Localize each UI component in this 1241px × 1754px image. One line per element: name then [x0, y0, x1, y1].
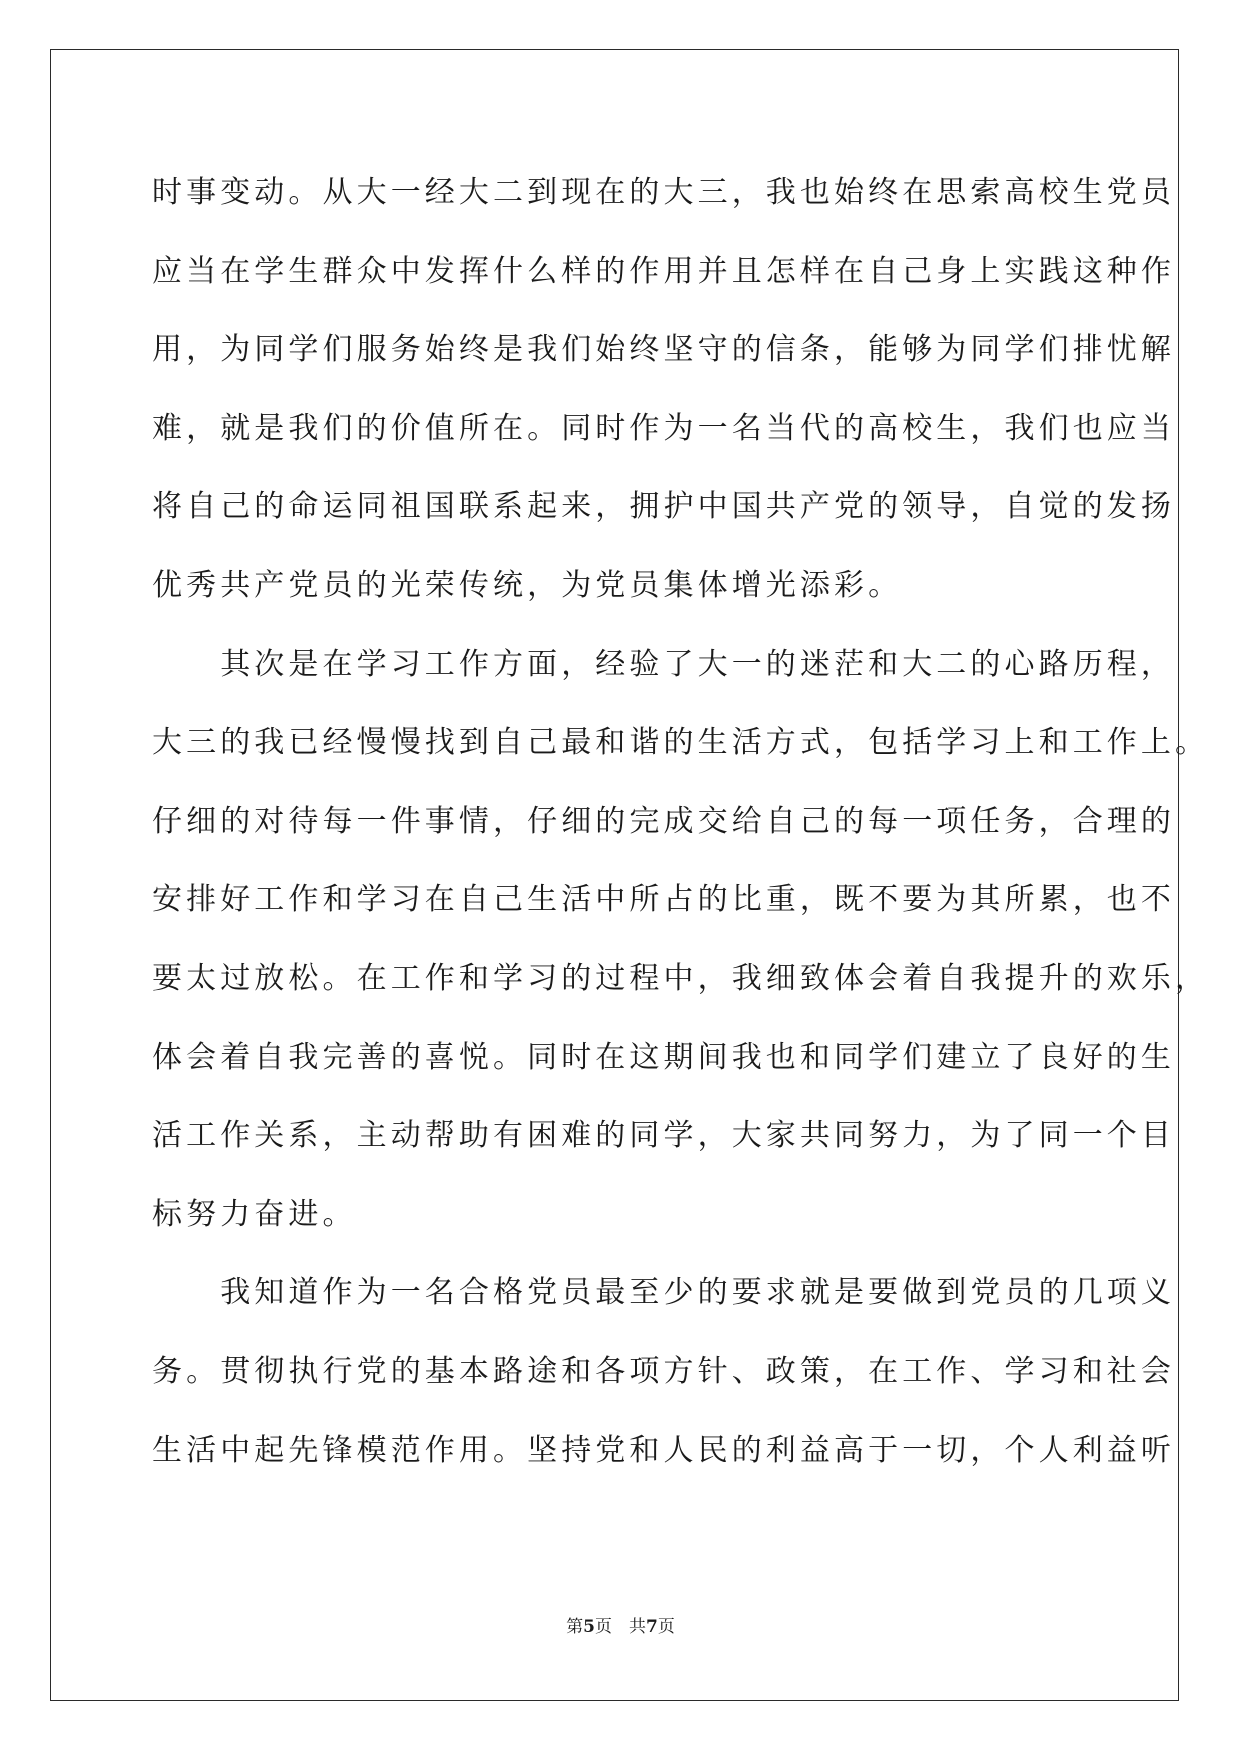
paragraph-start-line: 其次是在学习工作方面，经验了大一的迷茫和大二的心路历程， — [152, 646, 1175, 682]
page-number-footer — [0, 1616, 1241, 1638]
footer-prefix: 第 — [566, 1617, 584, 1637]
text-line: 标努力奋进。 — [152, 1196, 357, 1232]
text-line: 大三的我已经慢慢找到自己最和谐的生活方式，包括学习上和工作上。 — [152, 725, 1210, 761]
footer-middle: 页 共 — [595, 1617, 646, 1637]
text-line: 务。贯彻执行党的基本路途和各项方针、政策，在工作、学习和社会 — [152, 1353, 1175, 1389]
text-line: 体会着自我完善的喜悦。同时在这期间我也和同学们建立了良好的生 — [152, 1039, 1175, 1075]
current-page-number: 5 — [583, 1617, 595, 1637]
text-line: 活工作关系，主动帮助有困难的同学，大家共同努力，为了同一个目 — [152, 1118, 1175, 1154]
text-line: 应当在学生群众中发挥什么样的作用并且怎样在自己身上实践这种作 — [152, 253, 1175, 289]
total-pages-number: 7 — [646, 1617, 658, 1637]
text-line: 优秀共产党员的光荣传统，为党员集体增光添彩。 — [152, 567, 903, 603]
text-line: 时事变动。从大一经大二到现在的大三，我也始终在思索高校生党员 — [152, 175, 1175, 210]
text-line: 安排好工作和学习在自己生活中所占的比重，既不要为其所累，也不 — [152, 882, 1175, 918]
footer-suffix: 页 — [657, 1617, 675, 1637]
text-line: 难，就是我们的价值所在。同时作为一名当代的高校生，我们也应当 — [152, 410, 1175, 446]
text-line: 生活中起先锋模范作用。坚持党和人民的利益高于一切，个人利益听 — [152, 1432, 1175, 1468]
text-line: 要太过放松。在工作和学习的过程中，我细致体会着自我提升的欢乐， — [152, 960, 1210, 996]
document-body — [152, 154, 1210, 1490]
text-line: 仔细的对待每一件事情，仔细的完成交给自己的每一项任务，合理的 — [152, 803, 1175, 839]
text-line: 用，为同学们服务始终是我们始终坚守的信条，能够为同学们排忧解 — [152, 332, 1175, 368]
paragraph-start-line: 我知道作为一名合格党员最至少的要求就是要做到党员的几项义 — [152, 1275, 1175, 1311]
text-line: 将自己的命运同祖国联系起来，拥护中国共产党的领导，自觉的发扬 — [152, 489, 1175, 525]
